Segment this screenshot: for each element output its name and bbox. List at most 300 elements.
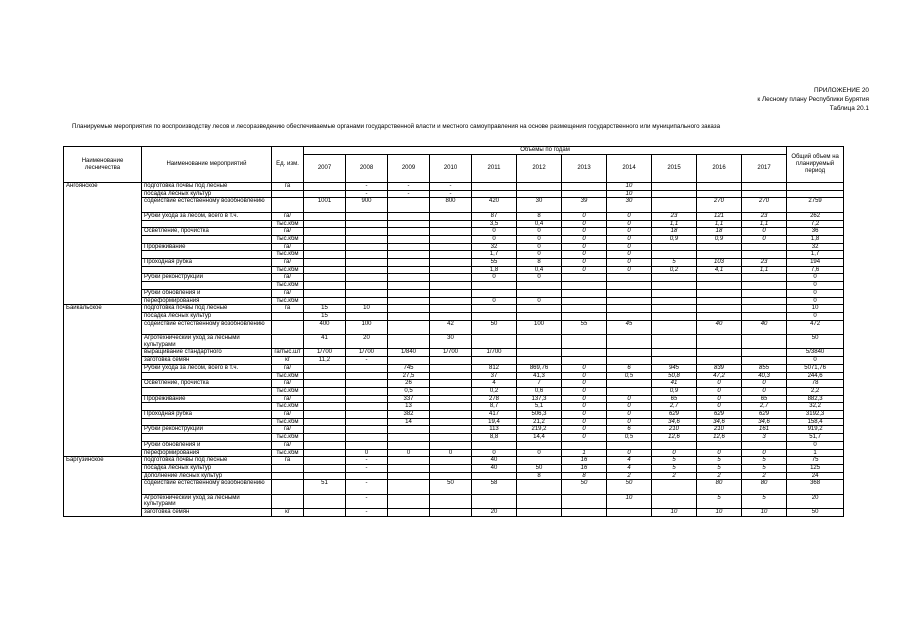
value-cell: [304, 457, 346, 465]
value-cell: 1/700: [346, 349, 388, 357]
value-cell: [652, 335, 697, 349]
value-cell: [430, 266, 472, 274]
value-cell: 400: [304, 320, 346, 334]
value-cell: 137,3: [517, 395, 562, 403]
value-cell: [304, 297, 346, 305]
table-row: [64, 297, 844, 305]
activity-cell: посадка лесных культур: [142, 190, 272, 198]
value-cell: [652, 494, 697, 508]
value-cell: [346, 441, 388, 449]
value-cell: [742, 243, 787, 251]
value-cell: [697, 243, 742, 251]
total-cell: 0: [787, 282, 844, 290]
value-cell: [517, 494, 562, 508]
value-cell: [346, 259, 388, 267]
activity-cell: [142, 282, 272, 290]
value-cell: 21,2: [517, 418, 562, 426]
value-cell: 0: [562, 251, 607, 259]
value-cell: [742, 251, 787, 259]
activity-cell: Рубки реконструкции: [142, 426, 272, 434]
value-cell: 0,2: [652, 266, 697, 274]
value-cell: -: [346, 480, 388, 494]
value-cell: 0: [697, 449, 742, 457]
value-cell: 0: [562, 372, 607, 380]
total-cell: 919,2: [787, 426, 844, 434]
value-cell: 0: [562, 228, 607, 236]
total-cell: 7,6: [787, 266, 844, 274]
value-cell: 23: [742, 212, 787, 220]
table-row: [64, 320, 844, 334]
value-cell: 506,3: [517, 411, 562, 419]
value-cell: -: [346, 190, 388, 198]
value-cell: 0,2: [472, 387, 517, 395]
table-row: [64, 403, 844, 411]
table-row: [64, 259, 844, 267]
value-cell: [697, 441, 742, 449]
value-cell: 1: [562, 449, 607, 457]
unit-cell: га/: [272, 212, 304, 220]
total-cell: 472: [787, 320, 844, 334]
value-cell: 0: [607, 251, 652, 259]
value-cell: 18: [697, 228, 742, 236]
value-cell: [607, 441, 652, 449]
value-cell: -: [346, 357, 388, 365]
total-cell: 5/3840: [787, 349, 844, 357]
value-cell: 12,6: [697, 434, 742, 442]
value-cell: 0: [562, 411, 607, 419]
value-cell: 50: [472, 320, 517, 334]
value-cell: 0: [430, 449, 472, 457]
value-cell: [472, 357, 517, 365]
value-cell: 161: [742, 426, 787, 434]
table-row: [64, 235, 844, 243]
forestry-name: Ангоянское: [64, 183, 142, 305]
value-cell: [430, 426, 472, 434]
value-cell: 5: [697, 457, 742, 465]
unit-cell: тыс.кбм: [272, 434, 304, 442]
activity-cell: Рубки реконструкции: [142, 274, 272, 282]
value-cell: [430, 274, 472, 282]
unit-cell: [272, 464, 304, 472]
value-cell: [517, 480, 562, 494]
value-cell: 0: [697, 380, 742, 388]
value-cell: 0: [388, 449, 430, 457]
value-cell: 23: [652, 212, 697, 220]
value-cell: 10: [697, 509, 742, 517]
total-cell: 24: [787, 472, 844, 480]
value-cell: -: [388, 183, 430, 191]
value-cell: [652, 282, 697, 290]
total-cell: 0: [787, 297, 844, 305]
value-cell: 0: [517, 251, 562, 259]
value-cell: 900: [346, 198, 388, 212]
col-unit: Ед. изм.: [272, 147, 304, 183]
value-cell: [430, 357, 472, 365]
activity-cell: посадка лесных культур: [142, 312, 272, 320]
total-cell: 51,7: [787, 434, 844, 442]
total-cell: 3192,3: [787, 411, 844, 419]
value-cell: [430, 243, 472, 251]
value-cell: 30: [607, 198, 652, 212]
activity-cell: подготовка почвы под лесные: [142, 305, 272, 313]
value-cell: 0: [562, 426, 607, 434]
unit-cell: кг: [272, 509, 304, 517]
value-cell: 41: [652, 380, 697, 388]
activity-cell: [142, 220, 272, 228]
value-cell: [562, 357, 607, 365]
value-cell: [562, 441, 607, 449]
value-cell: [388, 509, 430, 517]
value-cell: 0: [562, 364, 607, 372]
value-cell: 1/700: [304, 349, 346, 357]
value-cell: 4: [607, 464, 652, 472]
value-cell: 55: [562, 320, 607, 334]
value-cell: 87: [472, 212, 517, 220]
value-cell: [304, 183, 346, 191]
table-row: [64, 289, 844, 297]
activity-cell: заготовка семян: [142, 357, 272, 365]
value-cell: 855: [742, 364, 787, 372]
value-cell: 8: [517, 259, 562, 267]
col-year-2016: 2016: [697, 155, 742, 183]
value-cell: 0: [517, 228, 562, 236]
table-row: [64, 449, 844, 457]
unit-cell: тыс.кбм: [272, 372, 304, 380]
activity-cell: [142, 266, 272, 274]
unit-cell: тыс.кбм: [272, 297, 304, 305]
plan-title: к Лесному плану Республики Бурятия: [757, 96, 869, 103]
value-cell: 8,7: [472, 403, 517, 411]
value-cell: [388, 228, 430, 236]
value-cell: 32: [472, 243, 517, 251]
value-cell: 0: [697, 395, 742, 403]
value-cell: 0: [562, 212, 607, 220]
value-cell: [562, 494, 607, 508]
value-cell: [346, 220, 388, 228]
value-cell: 5: [742, 464, 787, 472]
value-cell: [304, 190, 346, 198]
activity-cell: Агротехнический уход за лесными культурами: [142, 494, 272, 508]
value-cell: 0: [742, 387, 787, 395]
value-cell: 2,7: [742, 403, 787, 411]
activity-cell: [142, 434, 272, 442]
value-cell: 800: [430, 198, 472, 212]
activity-cell: Проходная рубка: [142, 259, 272, 267]
value-cell: 40: [472, 457, 517, 465]
value-cell: 0: [607, 212, 652, 220]
value-cell: [742, 289, 787, 297]
value-cell: [742, 335, 787, 349]
table-row: [64, 228, 844, 236]
value-cell: [430, 418, 472, 426]
value-cell: [388, 480, 430, 494]
value-cell: [346, 418, 388, 426]
unit-cell: тыс.кбм: [272, 235, 304, 243]
value-cell: 0: [607, 235, 652, 243]
value-cell: 30: [430, 335, 472, 349]
value-cell: [346, 212, 388, 220]
unit-cell: га/: [272, 289, 304, 297]
value-cell: [562, 305, 607, 313]
value-cell: [742, 183, 787, 191]
value-cell: [346, 251, 388, 259]
value-cell: 4: [607, 457, 652, 465]
value-cell: 0: [607, 228, 652, 236]
value-cell: [388, 494, 430, 508]
col-year-2007: 2007: [304, 155, 346, 183]
value-cell: [388, 297, 430, 305]
activity-cell: подготовка почвы под лесные: [142, 457, 272, 465]
value-cell: [607, 380, 652, 388]
value-cell: 0: [472, 228, 517, 236]
unit-cell: га/: [272, 364, 304, 372]
value-cell: 13: [388, 403, 430, 411]
value-cell: [346, 243, 388, 251]
value-cell: 2: [742, 472, 787, 480]
unit-cell: га: [272, 183, 304, 191]
value-cell: [472, 312, 517, 320]
value-cell: [304, 418, 346, 426]
value-cell: [517, 335, 562, 349]
value-cell: 0: [517, 297, 562, 305]
col-forestry: Наименование лесничества: [64, 147, 142, 183]
col-year-2014: 2014: [607, 155, 652, 183]
unit-cell: га/: [272, 395, 304, 403]
value-cell: [388, 457, 430, 465]
value-cell: [346, 380, 388, 388]
value-cell: [430, 372, 472, 380]
value-cell: 51: [304, 480, 346, 494]
value-cell: 50: [607, 480, 652, 494]
value-cell: [304, 364, 346, 372]
value-cell: [472, 305, 517, 313]
value-cell: [517, 441, 562, 449]
value-cell: 2: [697, 472, 742, 480]
value-cell: [697, 335, 742, 349]
table-row: [64, 494, 844, 508]
value-cell: 40: [472, 464, 517, 472]
table-row: [64, 395, 844, 403]
value-cell: 50: [562, 480, 607, 494]
total-cell: 262: [787, 212, 844, 220]
value-cell: 0: [472, 297, 517, 305]
activity-cell: дополнение лесных культур: [142, 472, 272, 480]
value-cell: 629: [742, 411, 787, 419]
value-cell: 3: [742, 434, 787, 442]
value-cell: [346, 387, 388, 395]
value-cell: 0,5: [607, 372, 652, 380]
value-cell: [304, 220, 346, 228]
table-row: [64, 251, 844, 259]
value-cell: 5: [652, 457, 697, 465]
value-cell: 50: [430, 480, 472, 494]
forestry-name: Баргузинское: [64, 457, 142, 517]
value-cell: [697, 251, 742, 259]
value-cell: 5: [652, 464, 697, 472]
value-cell: -: [346, 183, 388, 191]
activity-cell: Осветление, прочистка: [142, 228, 272, 236]
unit-cell: [272, 472, 304, 480]
table-row: [64, 380, 844, 388]
value-cell: [430, 220, 472, 228]
value-cell: 270: [742, 198, 787, 212]
activity-cell: Рубки обновления и: [142, 289, 272, 297]
unit-cell: кг: [272, 357, 304, 365]
unit-cell: га: [272, 457, 304, 465]
planned-activities-table: [63, 146, 844, 517]
total-cell: 1,8: [787, 235, 844, 243]
table-row: [64, 220, 844, 228]
value-cell: 1001: [304, 198, 346, 212]
value-cell: [607, 335, 652, 349]
activity-cell: [142, 251, 272, 259]
col-year-2008: 2008: [346, 155, 388, 183]
table-row: [64, 372, 844, 380]
value-cell: 4: [472, 380, 517, 388]
total-cell: 78: [787, 380, 844, 388]
value-cell: [652, 441, 697, 449]
value-cell: [697, 190, 742, 198]
value-cell: 7: [517, 380, 562, 388]
value-cell: 34,6: [652, 418, 697, 426]
unit-cell: тыс.кбм: [272, 403, 304, 411]
value-cell: [697, 305, 742, 313]
activity-cell: [142, 403, 272, 411]
value-cell: [430, 403, 472, 411]
value-cell: [472, 289, 517, 297]
value-cell: [304, 251, 346, 259]
total-cell: 5071,76: [787, 364, 844, 372]
value-cell: [388, 357, 430, 365]
activity-cell: заготовка семян: [142, 509, 272, 517]
value-cell: 278: [472, 395, 517, 403]
value-cell: 20: [472, 509, 517, 517]
value-cell: [652, 305, 697, 313]
value-cell: 0: [607, 266, 652, 274]
value-cell: 0: [697, 387, 742, 395]
total-cell: 244,6: [787, 372, 844, 380]
value-cell: 40,3: [742, 372, 787, 380]
value-cell: 0: [742, 228, 787, 236]
value-cell: 1,1: [742, 266, 787, 274]
table-row: [64, 212, 844, 220]
value-cell: [652, 183, 697, 191]
value-cell: [607, 274, 652, 282]
value-cell: [562, 282, 607, 290]
value-cell: [697, 289, 742, 297]
value-cell: -: [388, 190, 430, 198]
value-cell: 0: [742, 235, 787, 243]
value-cell: [388, 441, 430, 449]
value-cell: [388, 312, 430, 320]
value-cell: 0: [607, 395, 652, 403]
value-cell: 5: [697, 494, 742, 508]
table-row: [64, 509, 844, 517]
value-cell: 103: [697, 259, 742, 267]
value-cell: 12,6: [652, 434, 697, 442]
value-cell: 812: [472, 364, 517, 372]
table-row: [64, 183, 844, 191]
value-cell: 0: [517, 449, 562, 457]
table-row: [64, 364, 844, 372]
value-cell: [304, 449, 346, 457]
forestry-name: Байкальское: [64, 305, 142, 457]
table-row: [64, 266, 844, 274]
value-cell: 0: [607, 403, 652, 411]
value-cell: [304, 274, 346, 282]
value-cell: [304, 228, 346, 236]
value-cell: [430, 297, 472, 305]
table-row: [64, 457, 844, 465]
value-cell: [388, 266, 430, 274]
total-cell: 2759: [787, 198, 844, 212]
value-cell: 382: [388, 411, 430, 419]
value-cell: [346, 434, 388, 442]
value-cell: [472, 494, 517, 508]
value-cell: [517, 357, 562, 365]
value-cell: [388, 320, 430, 334]
value-cell: 8: [517, 472, 562, 480]
value-cell: [562, 183, 607, 191]
col-year-2017: 2017: [742, 155, 787, 183]
value-cell: [346, 297, 388, 305]
value-cell: [607, 305, 652, 313]
total-cell: 32: [787, 243, 844, 251]
unit-cell: тыс.кбм: [272, 387, 304, 395]
value-cell: 0: [742, 449, 787, 457]
value-cell: [304, 266, 346, 274]
value-cell: 23: [742, 259, 787, 267]
table-row: [64, 243, 844, 251]
col-total: Общий объем на планируемый период: [787, 147, 844, 183]
unit-cell: га/: [272, 441, 304, 449]
value-cell: [430, 364, 472, 372]
unit-cell: га/: [272, 243, 304, 251]
value-cell: 0,9: [697, 235, 742, 243]
col-year-2010: 2010: [430, 155, 472, 183]
value-cell: [607, 297, 652, 305]
value-cell: 121: [697, 212, 742, 220]
total-cell: 36: [787, 228, 844, 236]
value-cell: [304, 259, 346, 267]
table-row: [64, 282, 844, 290]
value-cell: [430, 457, 472, 465]
value-cell: [607, 289, 652, 297]
value-cell: [607, 312, 652, 320]
value-cell: 50,8: [652, 372, 697, 380]
value-cell: [607, 509, 652, 517]
value-cell: 39: [562, 198, 607, 212]
value-cell: 1,1: [697, 220, 742, 228]
value-cell: [388, 243, 430, 251]
value-cell: 0: [472, 235, 517, 243]
value-cell: -: [346, 494, 388, 508]
value-cell: [697, 282, 742, 290]
value-cell: [304, 403, 346, 411]
table-number: Таблица 20.1: [829, 105, 869, 112]
unit-cell: тыс.кбм: [272, 449, 304, 457]
value-cell: 1,7: [472, 251, 517, 259]
value-cell: [304, 235, 346, 243]
table-row: [64, 357, 844, 365]
value-cell: 2,7: [652, 403, 697, 411]
value-cell: 0: [562, 259, 607, 267]
value-cell: 40: [697, 320, 742, 334]
value-cell: 42: [430, 320, 472, 334]
value-cell: [430, 380, 472, 388]
value-cell: [430, 251, 472, 259]
value-cell: -: [346, 464, 388, 472]
